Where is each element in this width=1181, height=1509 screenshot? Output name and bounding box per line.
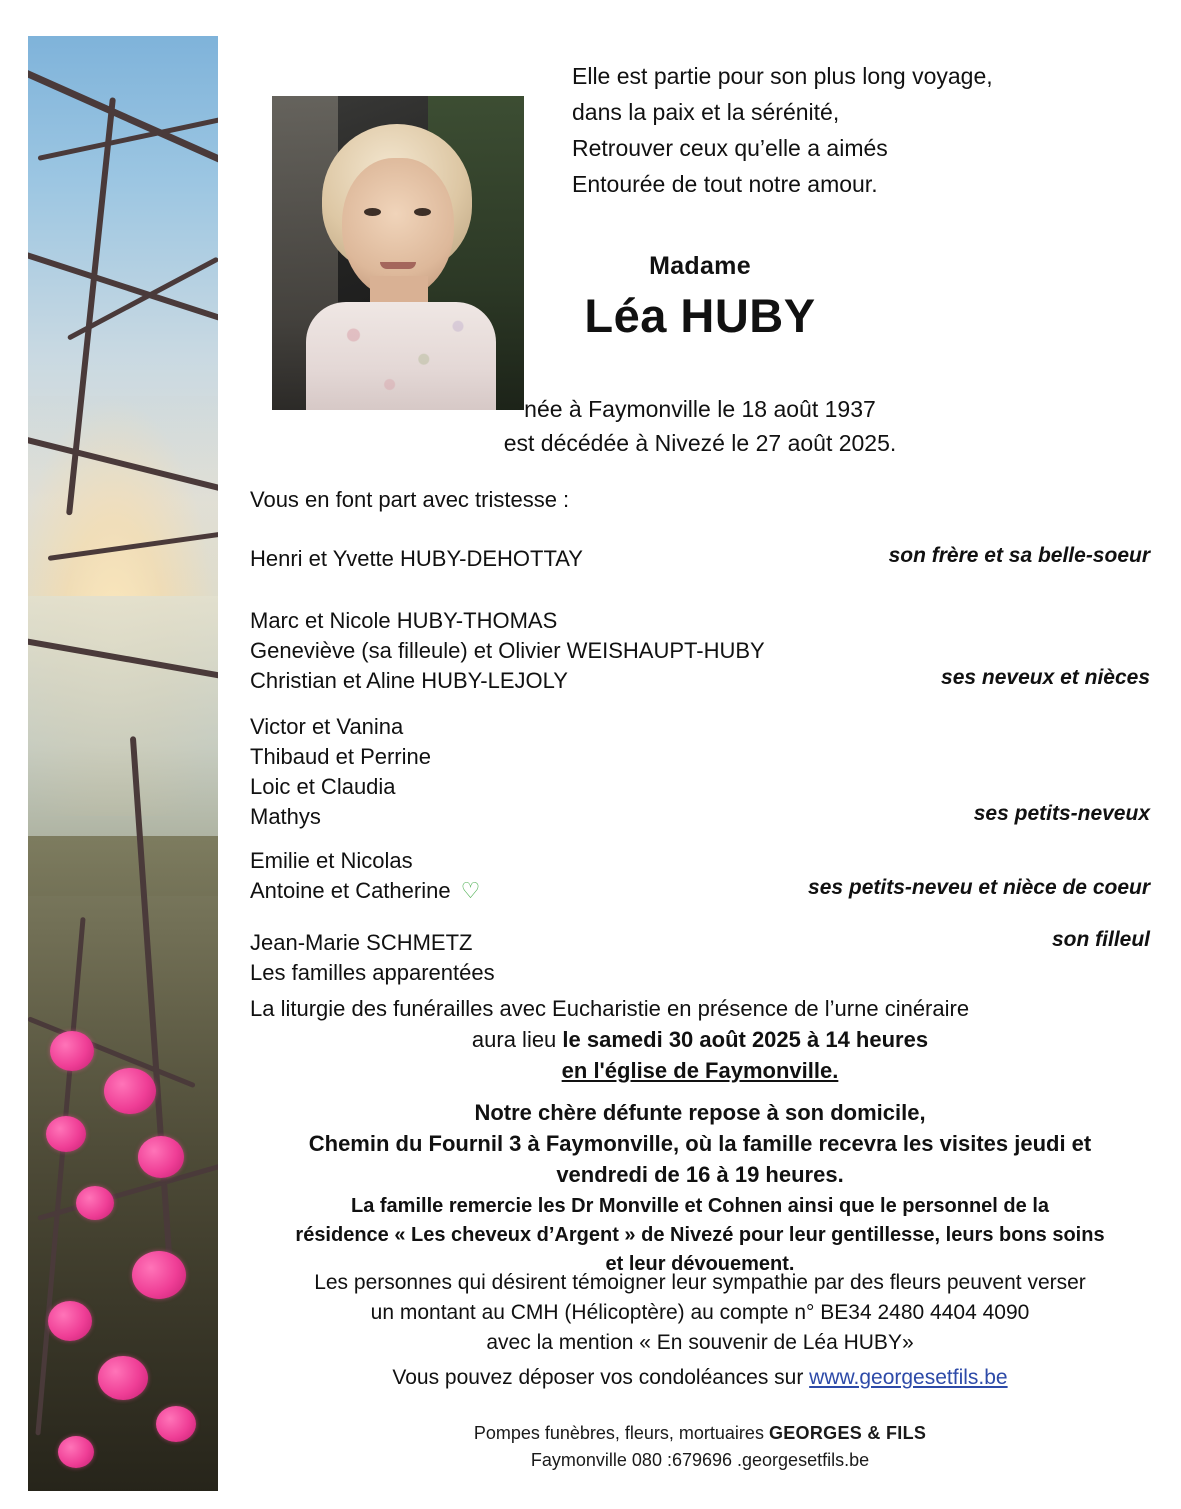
thanks-block <box>250 1192 1150 1279</box>
flower-icon <box>58 1436 94 1468</box>
relation-group <box>250 712 1150 832</box>
relation-group <box>250 846 1150 906</box>
thanks-line-1: La famille remercie les Dr Monville et Cohnen ainsi que le personnel de la <box>351 1195 1049 1217</box>
relation-group <box>250 544 1150 574</box>
relation-name: Les familles apparentées <box>250 960 495 985</box>
branch-icon <box>28 246 218 326</box>
donation-line-1: Les personnes qui désirent témoigner leur sympathie par des fleurs peuvent verser <box>314 1271 1086 1294</box>
condolences-link[interactable]: www.georgesetfils.be <box>809 1366 1008 1389</box>
relation-role: ses neveux et nièces <box>941 666 1150 689</box>
relation-names <box>250 928 1150 988</box>
death-line: est décédée à Nivezé le 27 août 2025. <box>503 430 897 456</box>
flower-icon <box>48 1301 92 1341</box>
relation-role: ses petits-neveux <box>973 802 1150 825</box>
donation-line-2: un montant au CMH (Hélicoptère) au compte n° BE34 2480 4404 4090 <box>370 1301 1030 1324</box>
relation-name: Marc et Nicole HUBY-THOMAS <box>250 608 558 633</box>
poem-block <box>572 58 1132 202</box>
poem-line-1: Elle est partie pour son plus long voyage, <box>572 63 993 89</box>
flower-icon <box>76 1186 114 1220</box>
flower-icon <box>138 1136 184 1178</box>
deceased-name: Léa HUBY <box>584 289 816 342</box>
relation-role: son filleul <box>1051 928 1150 951</box>
relation-name: Jean-Marie SCHMETZ <box>250 930 473 955</box>
repose-block <box>250 1097 1150 1190</box>
relation-group <box>250 928 1150 988</box>
thanks-line-3: et leur dévouement. <box>605 1253 795 1275</box>
relation-name: Christian et Aline HUBY-LEJOLY <box>250 668 568 693</box>
relation-name: Loic et Claudia <box>250 774 396 799</box>
liturgy-prefix: aura lieu <box>471 1027 563 1052</box>
poem-line-4: Entourée de tout notre amour. <box>572 171 878 197</box>
relation-name: Antoine et Catherine <box>250 878 451 903</box>
repose-line-2: Chemin du Fournil 3 à Faymonville, où la famille recevra les visites jeudi et <box>308 1131 1092 1156</box>
flower-icon <box>50 1031 94 1071</box>
repose-line-3: vendredi de 16 à 19 heures. <box>556 1162 844 1187</box>
flower-icon <box>46 1116 86 1152</box>
relation-group <box>250 606 1150 696</box>
donation-block <box>250 1268 1150 1358</box>
condolences-text: Vous pouvez déposer vos condoléances sur <box>392 1366 810 1389</box>
footer-services: Pompes funèbres, fleurs, mortuaires <box>473 1423 769 1443</box>
thanks-line-2: résidence « Les cheveux d’Argent » de Nivezé pour leur gentillesse, leurs bons soins <box>295 1224 1105 1246</box>
relation-name: Victor et Vanina <box>250 714 404 739</box>
flower-icon <box>132 1251 186 1299</box>
decorative-photo-band <box>28 36 218 1491</box>
birth-line: née à Faymonville le 18 août 1937 <box>524 396 876 422</box>
flower-icon <box>98 1356 148 1400</box>
relation-name: Geneviève (sa filleule) et Olivier WEISHAUPT-HUBY <box>250 638 765 663</box>
liturgy-line-2 <box>250 1024 1150 1055</box>
relation-role: ses petits-neveu et nièce de coeur <box>808 876 1150 899</box>
liturgy-block <box>250 993 1150 1086</box>
liturgy-datetime: le samedi 30 août 2025 à 14 heures <box>562 1027 929 1052</box>
relation-name: Mathys <box>250 804 321 829</box>
funeral-home-footer <box>250 1420 1150 1474</box>
liturgy-place: en l'église de Faymonville. <box>561 1058 839 1083</box>
deceased-title: Madame <box>649 252 751 280</box>
footer-line-1 <box>250 1420 1150 1447</box>
memorial-card-content <box>240 0 1160 1509</box>
heart-icon: ♡ <box>460 878 481 903</box>
announcement-line: Vous en font part avec tristesse : <box>250 487 570 512</box>
flower-icon <box>156 1406 196 1442</box>
flower-icon <box>104 1068 156 1114</box>
footer-company-name: GEORGES & FILS <box>768 1423 927 1443</box>
poem-line-3: Retrouver ceux qu’elle a aimés <box>572 135 888 161</box>
birth-death-block <box>240 392 1160 460</box>
relation-name: Henri et Yvette HUBY-DEHOTTAY <box>250 546 583 571</box>
relation-name: Thibaud et Perrine <box>250 744 431 769</box>
relation-role: son frère et sa belle-soeur <box>888 544 1150 567</box>
condolences-block <box>250 1366 1150 1390</box>
repose-line-1: Notre chère défunte repose à son domicile, <box>474 1100 926 1125</box>
relation-name: Emilie et Nicolas <box>250 848 413 873</box>
liturgy-line-1: La liturgie des funérailles avec Eucharistie en présence de l’urne cinéraire <box>250 996 970 1021</box>
donation-line-3: avec la mention « En souvenir de Léa HUBY» <box>486 1331 914 1354</box>
footer-line-2: Faymonville 080 :679696 .georgesetfils.be <box>530 1450 870 1470</box>
poem-line-2: dans la paix et la sérénité, <box>572 99 840 125</box>
